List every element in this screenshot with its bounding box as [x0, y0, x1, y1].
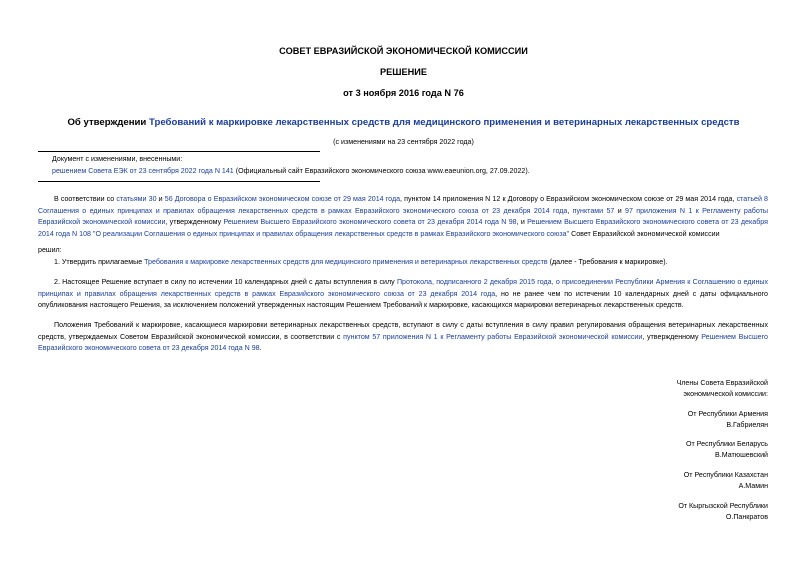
- signature-name: А.Мамин: [738, 481, 768, 490]
- divider-bottom: [38, 181, 320, 182]
- link-requirements[interactable]: Требования к маркировке лекарственных средств для медицинского применения и ветеринарных лекарственных средств: [144, 258, 548, 266]
- paragraph-3-text: Положения Требований к маркировке, касающиеся маркировки ветеринарных лекарственных средств, вступают в силу с даты вступления в силу правил регулирования обращения ветеринарных лекарственных средств, утверждаемых Советом Евразийской экономической комиссии, в соответствии с: [38, 321, 768, 341]
- link-annex-regulations[interactable]: 97 приложения N 1 к Регламенту работы Евразийской экономической комиссии: [38, 206, 769, 226]
- preamble-text: В соответствии со: [54, 195, 117, 203]
- link-articles-30[interactable]: статьями 30: [116, 195, 157, 203]
- divider-top: [38, 151, 320, 152]
- item-1: [38, 257, 768, 269]
- link-agreement-art-8[interactable]: статьей 8 Соглашения о единых принципах и правилах обращения лекарственных средств в рамках Евразийского экономического союза от 23 декабря 2014 года: [38, 195, 768, 215]
- decided-label: решил:: [38, 246, 62, 254]
- document-type: РЕШЕНИЕ: [380, 67, 427, 77]
- signature-armenia: [568, 409, 768, 430]
- preamble-text: Совет Евразийской экономической комиссии: [569, 229, 720, 238]
- issuing-body: СОВЕТ ЕВРАЗИЙСКОЙ ЭКОНОМИЧЕСКОЙ КОМИССИИ: [279, 46, 528, 56]
- paragraph-3-text: , утвержденному: [642, 332, 702, 341]
- signature-belarus: [568, 439, 768, 460]
- item-2-text: 2. Настоящее Решение вступает в силу по истечении 10 календарных дней с даты вступления в силу: [54, 278, 397, 286]
- amendment-source: (Официальный сайт Евразийского экономического союза www.eaeunion.org, 27.09.2022).: [233, 166, 530, 175]
- preamble-text: ,: [567, 206, 573, 215]
- document-title: [0, 117, 807, 128]
- document-date-number: от 3 ноября 2016 года N 76: [343, 88, 464, 98]
- link-protocol-armenia[interactable]: Протокола, подписанного 2 декабря 2015 года, о присоединении Республики Армения к Соглашению о единых принципах и правилах обращения лекарственных средств в рамках Евразийского экономического союза от 23 декабря 2014 года: [38, 278, 769, 298]
- link-treaty-art-56[interactable]: 56 Договора о Евразийском экономическом союзе от 29 мая 2014 года: [164, 195, 401, 203]
- signature-name: В.Габриелян: [726, 420, 768, 429]
- signatures-intro: [568, 378, 768, 399]
- signature-name: О.Панкратов: [725, 512, 768, 521]
- signatures-intro-line: экономической комиссии:: [683, 389, 768, 398]
- item-1-text: 1. Утвердить прилагаемые: [54, 258, 145, 266]
- preamble-paragraph: [38, 194, 768, 240]
- preamble-text: и: [156, 195, 165, 203]
- signature-kazakhstan: [568, 470, 768, 491]
- signature-name: В.Матюшевский: [715, 450, 768, 459]
- signature-country: От Республики Армения: [687, 410, 768, 418]
- amendments-line: [52, 166, 752, 178]
- signature-kyrgyzstan: [568, 501, 768, 522]
- link-point-57[interactable]: пунктом 57 приложения N 1 к Регламенту работы Евразийской экономической комиссии: [343, 332, 643, 341]
- link-decision-108[interactable]: Решением Высшего Евразийского экономического совета от 23 декабря 2014 года N 108 "О реализации Соглашения о единых принципах и правилах обращения лекарственных средств в рамках Евразийского экономического союза": [38, 218, 768, 238]
- paragraph-3: [38, 320, 768, 355]
- amendments-block: [52, 154, 752, 177]
- link-decision-98[interactable]: Решением Высшего Евразийского экономического совета от 23 декабря 2014 года N 98: [223, 218, 517, 226]
- item-1-text: (далее - Требования к маркировке).: [547, 258, 668, 266]
- title-prefix: Об утверждении: [67, 117, 149, 128]
- link-decision-98-b[interactable]: Решением Высшего Евразийского экономического совета от 23 декабря 2014 года N 98: [38, 332, 768, 352]
- preamble-text: , пунктом 14 приложения N 12 к Договору о Евразийском экономическом союзе от 29 мая 2014 года,: [400, 195, 737, 203]
- preamble-text: и: [614, 206, 626, 215]
- amendment-link[interactable]: решением Совета ЕЭК от 23 сентября 2022 года N 141: [52, 166, 234, 175]
- item-2-text: , но не ранее чем по истечении 10 календарных дней с даты официального опубликования настоящего Решения, за исключением положений утвержденных настоящим Решением Требований к маркировке, касающихся маркировки ветеринарных лекарственных средств.: [38, 289, 768, 309]
- revision-note: (с изменениями на 23 сентября 2022 года): [333, 138, 474, 146]
- signature-country: От Кыргызской Республики: [678, 502, 768, 510]
- paragraph-3-text: .: [259, 344, 262, 352]
- preamble-text: , и: [516, 218, 528, 226]
- signature-country: От Республики Беларусь: [685, 440, 768, 448]
- amendments-heading: Документ с изменениями, внесенными:: [52, 155, 183, 163]
- item-2: [38, 277, 768, 312]
- link-points-57[interactable]: пунктами 57: [572, 206, 615, 215]
- preamble-text: , утвержденному: [165, 218, 224, 226]
- signature-country: От Республики Казахстан: [683, 471, 768, 479]
- signatures-intro-line: Члены Совета Евразийской: [676, 379, 768, 387]
- title-link[interactable]: Требований к маркировке лекарственных средств для медицинского применения и ветеринарных лекарственных средств: [148, 117, 740, 128]
